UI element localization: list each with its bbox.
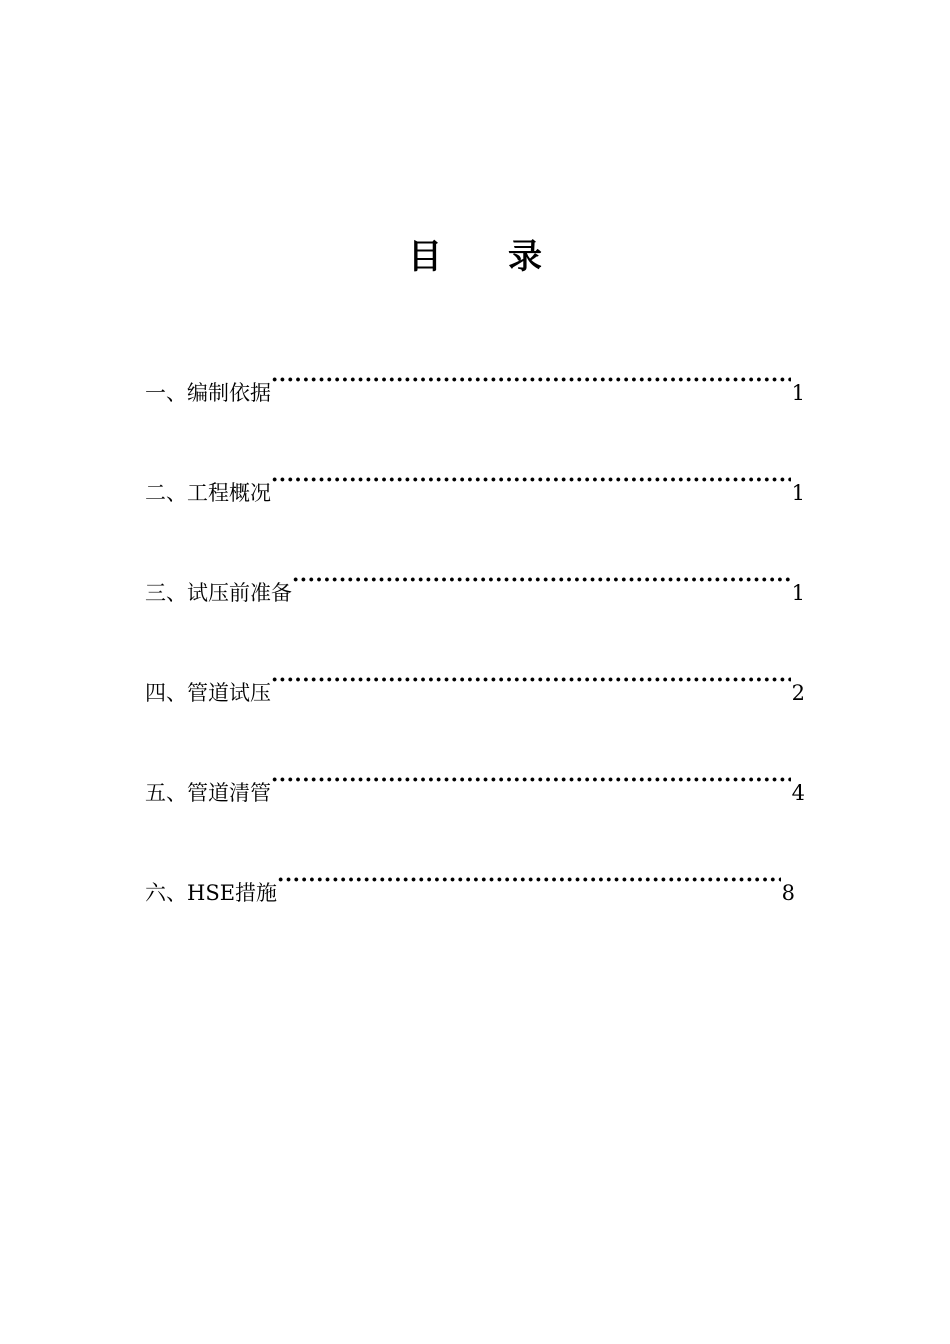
- toc-dot-leader: [271, 660, 791, 700]
- toc-dot-leader: [271, 460, 791, 500]
- toc-entry-label: 四、管道试压: [145, 681, 271, 705]
- toc-entry[interactable]: [145, 560, 805, 660]
- toc-dot-leader: [271, 760, 791, 800]
- toc-entry[interactable]: [145, 360, 805, 460]
- toc-entry[interactable]: [145, 860, 805, 960]
- toc-entry-label: 六、HSE措施: [145, 881, 278, 905]
- toc-title-char-1: 目: [408, 237, 442, 277]
- toc-entry[interactable]: [145, 460, 805, 560]
- toc-entry[interactable]: [145, 660, 805, 760]
- toc-entry-page: 8: [781, 881, 795, 905]
- toc-entry-page: 1: [791, 481, 805, 505]
- toc-title-char-2: 录: [508, 237, 542, 277]
- toc-entry[interactable]: [145, 760, 805, 860]
- toc-entry-page: 1: [791, 381, 805, 405]
- toc-list: [145, 360, 805, 960]
- toc-dot-leader: [277, 860, 781, 900]
- toc-dot-leader: [271, 360, 791, 400]
- toc-entry-label: 二、工程概况: [145, 481, 271, 505]
- toc-entry-label: 五、管道清管: [145, 781, 271, 805]
- toc-entry-label: 一、编制依据: [145, 381, 271, 405]
- toc-entry-page: 4: [791, 781, 805, 805]
- toc-entry-label: 三、试压前准备: [145, 581, 292, 605]
- toc-dot-leader: [292, 560, 791, 600]
- toc-entry-page: 1: [791, 581, 805, 605]
- toc-title: [0, 232, 950, 282]
- toc-entry-page: 2: [791, 681, 805, 705]
